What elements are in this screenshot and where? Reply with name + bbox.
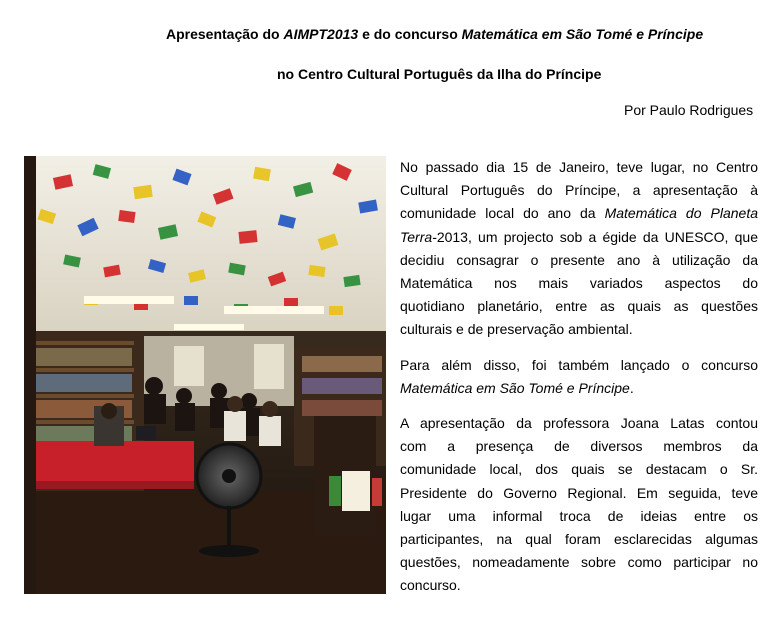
- document-title: Apresentação do AIMPT2013 e do concurso Matemática em São Tomé e Príncipe: [166, 26, 704, 42]
- document-subtitle: no Centro Cultural Português da Ilha do Príncipe: [277, 66, 602, 82]
- text-line: quotidiano planetário, entre as quais as questões: [400, 298, 758, 315]
- text-line: A apresentação da professora Joana Latas contou: [400, 415, 758, 432]
- text-line: lugar uma informal troca de ideias entre os: [400, 507, 758, 524]
- event-photo: [24, 156, 386, 594]
- text-line: No passado dia 15 de Janeiro, teve lugar, no Centro: [400, 159, 758, 175]
- text-line: culturais e de preservação ambiental.: [400, 321, 633, 338]
- text-line: comunidade local, dos quais se destacam o Sr.: [400, 461, 758, 478]
- author-byline: Por Paulo Rodrigues: [624, 102, 754, 118]
- text-line: Presidente do Governo Regional. Em seguida, teve: [400, 484, 758, 501]
- article-paragraph: [400, 412, 758, 598]
- article-paragraph: [400, 354, 758, 400]
- text-line: Matemática nos mais variados aspectos do: [400, 275, 758, 292]
- text-line: Terra-2013, um projecto sob a égide da UNESCO, que: [400, 228, 758, 245]
- text-line: questões, nomeadamente sobre como participar no: [400, 554, 758, 571]
- event-photo-illustration: [24, 156, 386, 594]
- text-line: participantes, na qual foram esclarecidas algumas: [400, 531, 758, 548]
- article-paragraph: [400, 156, 758, 342]
- text-line: com a presença de diversos membros da: [400, 438, 758, 455]
- text-line: decidiu consagrar o presente ano à utilização da: [400, 251, 758, 268]
- text-line: Cultural Português do Príncipe, a apresentação à: [400, 182, 758, 199]
- text-line: Para além disso, foi também lançado o concurso: [400, 356, 758, 373]
- article-body: [400, 156, 758, 610]
- text-line: comunidade local do ano da Matemática do Planeta: [400, 205, 758, 222]
- text-line: concurso.: [400, 577, 461, 594]
- text-line: Matemática em São Tomé e Príncipe.: [400, 379, 634, 396]
